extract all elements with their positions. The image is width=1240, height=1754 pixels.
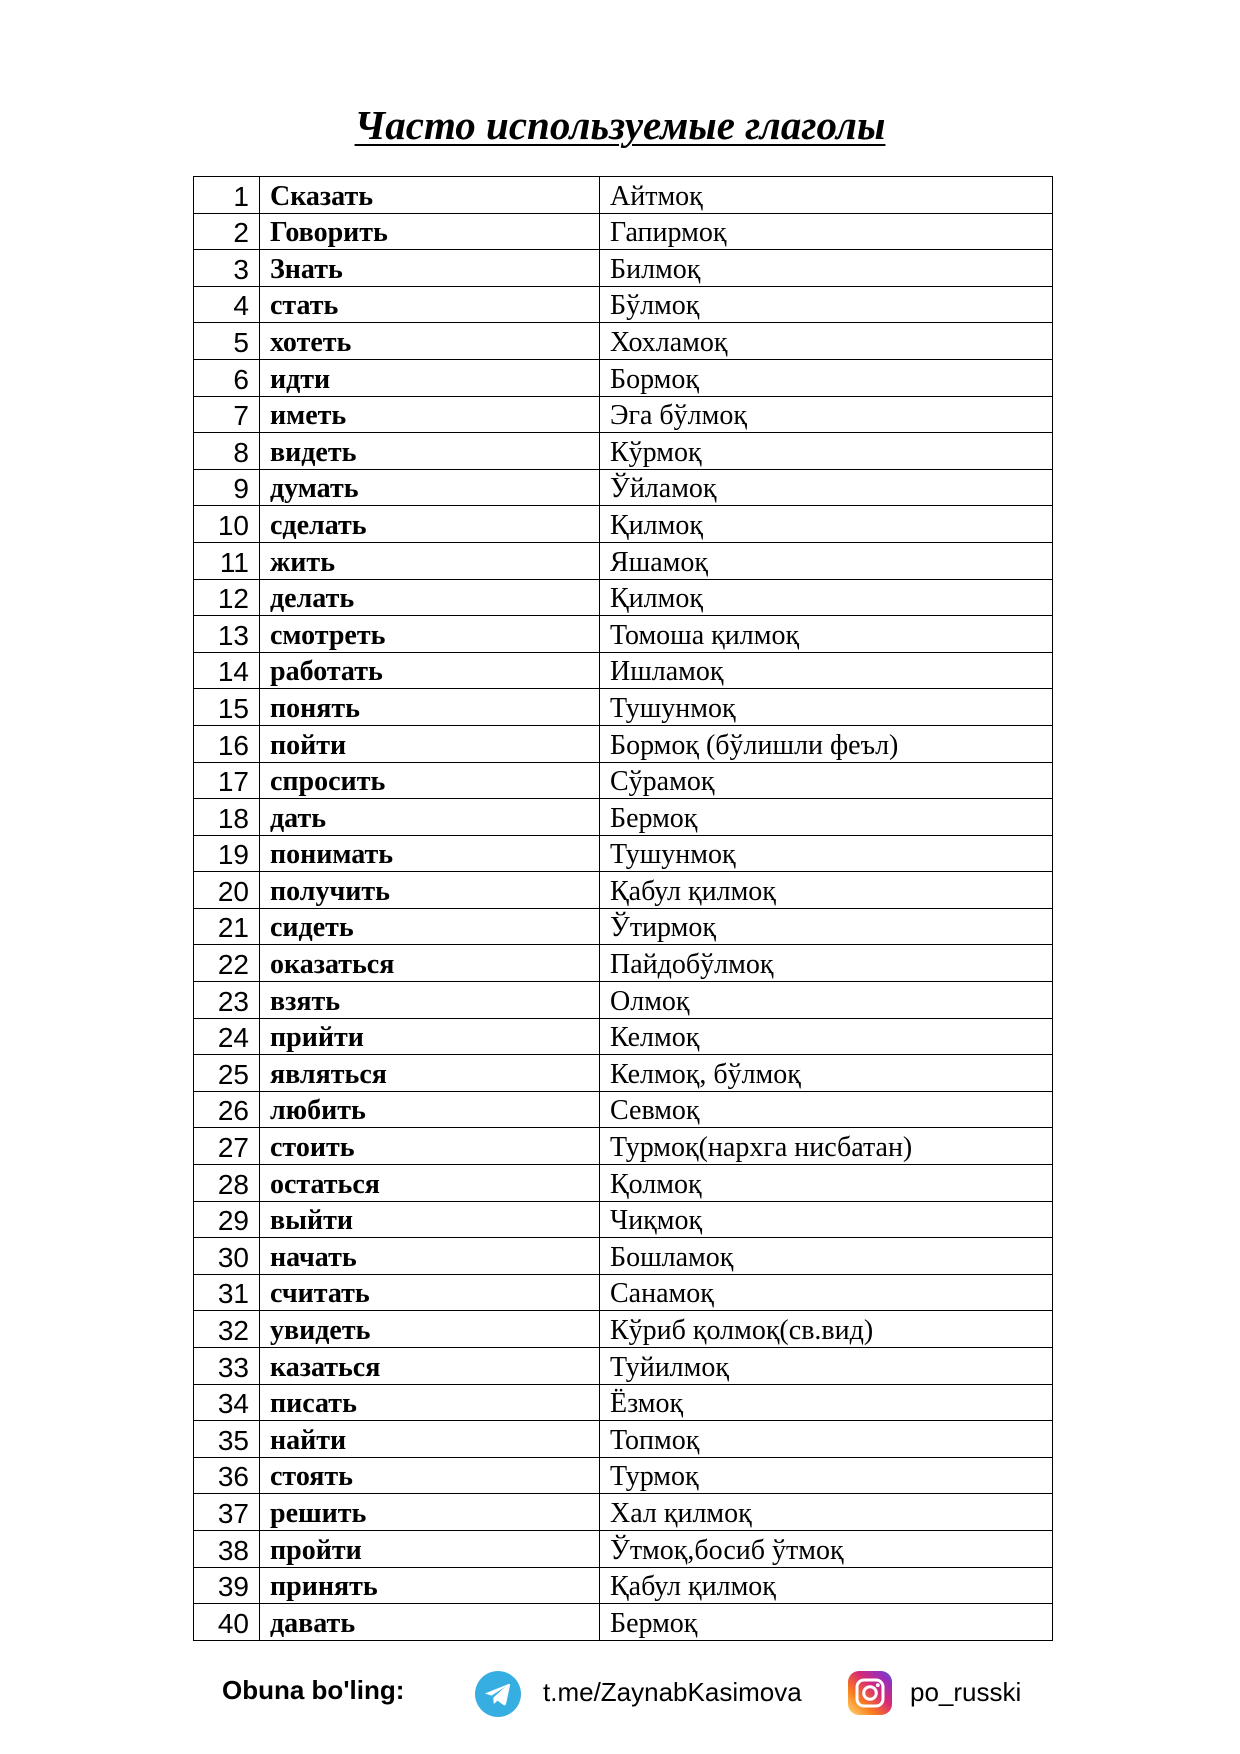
row-number: 15 — [194, 689, 260, 726]
table-row — [194, 1165, 1053, 1202]
uzbek-translation: Ишламоқ — [600, 652, 1053, 689]
uzbek-translation: Гапирмоқ — [600, 213, 1053, 250]
russian-verb: понимать — [260, 835, 600, 872]
russian-verb: делать — [260, 579, 600, 616]
telegram-link[interactable]: t.me/ZaynabKasimova — [543, 1677, 802, 1707]
table-row — [194, 725, 1053, 762]
table-row — [194, 689, 1053, 726]
table-row — [194, 469, 1053, 506]
table-row — [194, 762, 1053, 799]
uzbek-translation: Туйилмоқ — [600, 1348, 1053, 1385]
table-row — [194, 1201, 1053, 1238]
row-number: 21 — [194, 908, 260, 945]
row-number: 39 — [194, 1567, 260, 1604]
row-number: 13 — [194, 616, 260, 653]
row-number: 2 — [194, 213, 260, 250]
russian-verb: давать — [260, 1604, 600, 1641]
row-number: 35 — [194, 1421, 260, 1458]
table-row — [194, 1604, 1053, 1641]
uzbek-translation: Келмоқ — [600, 1018, 1053, 1055]
row-number: 3 — [194, 250, 260, 287]
row-number: 6 — [194, 359, 260, 396]
table-row — [194, 1311, 1053, 1348]
uzbek-translation: Билмоқ — [600, 250, 1053, 287]
row-number: 36 — [194, 1457, 260, 1494]
uzbek-translation: Қилмоқ — [600, 506, 1053, 543]
uzbek-translation: Бормоқ — [600, 359, 1053, 396]
uzbek-translation: Олмоқ — [600, 982, 1053, 1019]
russian-verb: оказаться — [260, 945, 600, 982]
row-number: 16 — [194, 725, 260, 762]
russian-verb: работать — [260, 652, 600, 689]
russian-verb: считать — [260, 1274, 600, 1311]
russian-verb: остаться — [260, 1165, 600, 1202]
uzbek-translation: Эга бўлмоқ — [600, 396, 1053, 433]
russian-verb: думать — [260, 469, 600, 506]
uzbek-translation: Бермоқ — [600, 1604, 1053, 1641]
table-row — [194, 250, 1053, 287]
row-number: 37 — [194, 1494, 260, 1531]
row-number: 10 — [194, 506, 260, 543]
table-row — [194, 652, 1053, 689]
table-row — [194, 1494, 1053, 1531]
table-row — [194, 542, 1053, 579]
row-number: 28 — [194, 1165, 260, 1202]
russian-verb: прийти — [260, 1018, 600, 1055]
row-number: 5 — [194, 323, 260, 360]
uzbek-translation: Бошламоқ — [600, 1238, 1053, 1275]
table-row — [194, 433, 1053, 470]
row-number: 26 — [194, 1091, 260, 1128]
table-row — [194, 1238, 1053, 1275]
row-number: 38 — [194, 1530, 260, 1567]
russian-verb: Говорить — [260, 213, 600, 250]
table-row — [194, 1457, 1053, 1494]
uzbek-translation: Сўрамоқ — [600, 762, 1053, 799]
russian-verb: выйти — [260, 1201, 600, 1238]
row-number: 8 — [194, 433, 260, 470]
russian-verb: найти — [260, 1421, 600, 1458]
table-row — [194, 1128, 1053, 1165]
table-row — [194, 1348, 1053, 1385]
russian-verb: начать — [260, 1238, 600, 1275]
row-number: 29 — [194, 1201, 260, 1238]
table-row — [194, 323, 1053, 360]
russian-verb: иметь — [260, 396, 600, 433]
table-body — [194, 177, 1053, 1641]
uzbek-translation: Қилмоқ — [600, 579, 1053, 616]
row-number: 33 — [194, 1348, 260, 1385]
row-number: 23 — [194, 982, 260, 1019]
table-row — [194, 945, 1053, 982]
table-row — [194, 799, 1053, 836]
row-number: 14 — [194, 652, 260, 689]
uzbek-translation: Айтмоқ — [600, 177, 1053, 214]
row-number: 24 — [194, 1018, 260, 1055]
russian-verb: Сказать — [260, 177, 600, 214]
russian-verb: являться — [260, 1055, 600, 1092]
uzbek-translation: Кўрмоқ — [600, 433, 1053, 470]
uzbek-translation: Ўтирмоқ — [600, 908, 1053, 945]
row-number: 32 — [194, 1311, 260, 1348]
russian-verb: пойти — [260, 725, 600, 762]
table-row — [194, 177, 1053, 214]
russian-verb: стать — [260, 286, 600, 323]
row-number: 25 — [194, 1055, 260, 1092]
russian-verb: видеть — [260, 433, 600, 470]
row-number: 11 — [194, 542, 260, 579]
russian-verb: хотеть — [260, 323, 600, 360]
table-row — [194, 1384, 1053, 1421]
russian-verb: любить — [260, 1091, 600, 1128]
telegram-icon[interactable] — [474, 1670, 522, 1718]
uzbek-translation: Ўйламоқ — [600, 469, 1053, 506]
row-number: 9 — [194, 469, 260, 506]
table-row — [194, 359, 1053, 396]
instagram-handle[interactable]: po_russki — [910, 1677, 1022, 1707]
russian-verb: писать — [260, 1384, 600, 1421]
russian-verb: принять — [260, 1567, 600, 1604]
row-number: 7 — [194, 396, 260, 433]
russian-verb: пройти — [260, 1530, 600, 1567]
table-row — [194, 396, 1053, 433]
uzbek-translation: Келмоқ, бўлмоқ — [600, 1055, 1053, 1092]
russian-verb: Знать — [260, 250, 600, 287]
uzbek-translation: Пайдобўлмоқ — [600, 945, 1053, 982]
table-row — [194, 1567, 1053, 1604]
uzbek-translation: Топмоқ — [600, 1421, 1053, 1458]
table-row — [194, 872, 1053, 909]
verb-table — [193, 176, 1053, 1641]
uzbek-translation: Ўтмоқ,босиб ўтмоқ — [600, 1530, 1053, 1567]
russian-verb: сидеть — [260, 908, 600, 945]
uzbek-translation: Томоша қилмоқ — [600, 616, 1053, 653]
russian-verb: понять — [260, 689, 600, 726]
subscribe-label: Obuna bo'ling: — [222, 1675, 405, 1705]
row-number: 19 — [194, 835, 260, 872]
russian-verb: дать — [260, 799, 600, 836]
row-number: 27 — [194, 1128, 260, 1165]
row-number: 1 — [194, 177, 260, 214]
uzbek-translation: Қабул қилмоқ — [600, 872, 1053, 909]
uzbek-translation: Яшамоқ — [600, 542, 1053, 579]
table-row — [194, 835, 1053, 872]
row-number: 12 — [194, 579, 260, 616]
uzbek-translation: Кўриб қолмоқ(св.вид) — [600, 1311, 1053, 1348]
table-row — [194, 506, 1053, 543]
table-row — [194, 616, 1053, 653]
uzbek-translation: Қолмоқ — [600, 1165, 1053, 1202]
footer — [0, 1660, 1240, 1730]
row-number: 22 — [194, 945, 260, 982]
uzbek-translation: Қабул қилмоқ — [600, 1567, 1053, 1604]
table-row — [194, 213, 1053, 250]
row-number: 17 — [194, 762, 260, 799]
table-row — [194, 1055, 1053, 1092]
russian-verb: стоить — [260, 1128, 600, 1165]
uzbek-translation: Тушунмоқ — [600, 835, 1053, 872]
uzbek-translation: Бормоқ (бўлишли феъл) — [600, 725, 1053, 762]
uzbek-translation: Турмоқ — [600, 1457, 1053, 1494]
row-number: 40 — [194, 1604, 260, 1641]
row-number: 30 — [194, 1238, 260, 1275]
russian-verb: взять — [260, 982, 600, 1019]
table-row — [194, 1018, 1053, 1055]
instagram-icon[interactable] — [847, 1670, 893, 1716]
russian-verb: идти — [260, 359, 600, 396]
uzbek-translation: Турмоқ(нархга нисбатан) — [600, 1128, 1053, 1165]
table-row — [194, 1274, 1053, 1311]
uzbek-translation: Хохламоқ — [600, 323, 1053, 360]
uzbek-translation: Бермоқ — [600, 799, 1053, 836]
table-row — [194, 1091, 1053, 1128]
uzbek-translation: Санамоқ — [600, 1274, 1053, 1311]
russian-verb: сделать — [260, 506, 600, 543]
uzbek-translation: Хал қилмоқ — [600, 1494, 1053, 1531]
row-number: 34 — [194, 1384, 260, 1421]
row-number: 4 — [194, 286, 260, 323]
uzbek-translation: Севмоқ — [600, 1091, 1053, 1128]
row-number: 31 — [194, 1274, 260, 1311]
row-number: 18 — [194, 799, 260, 836]
russian-verb: стоять — [260, 1457, 600, 1494]
row-number: 20 — [194, 872, 260, 909]
uzbek-translation: Чиқмоқ — [600, 1201, 1053, 1238]
uzbek-translation: Бўлмоқ — [600, 286, 1053, 323]
russian-verb: казаться — [260, 1348, 600, 1385]
table-row — [194, 908, 1053, 945]
uzbek-translation: Ёзмоқ — [600, 1384, 1053, 1421]
uzbek-translation: Тушунмоқ — [600, 689, 1053, 726]
table-row — [194, 1530, 1053, 1567]
russian-verb: смотреть — [260, 616, 600, 653]
russian-verb: жить — [260, 542, 600, 579]
russian-verb: спросить — [260, 762, 600, 799]
page-title: Часто используемые глаголы — [354, 102, 886, 148]
table-row — [194, 286, 1053, 323]
russian-verb: решить — [260, 1494, 600, 1531]
table-row — [194, 579, 1053, 616]
table-row — [194, 982, 1053, 1019]
table-row — [194, 1421, 1053, 1458]
russian-verb: увидеть — [260, 1311, 600, 1348]
russian-verb: получить — [260, 872, 600, 909]
